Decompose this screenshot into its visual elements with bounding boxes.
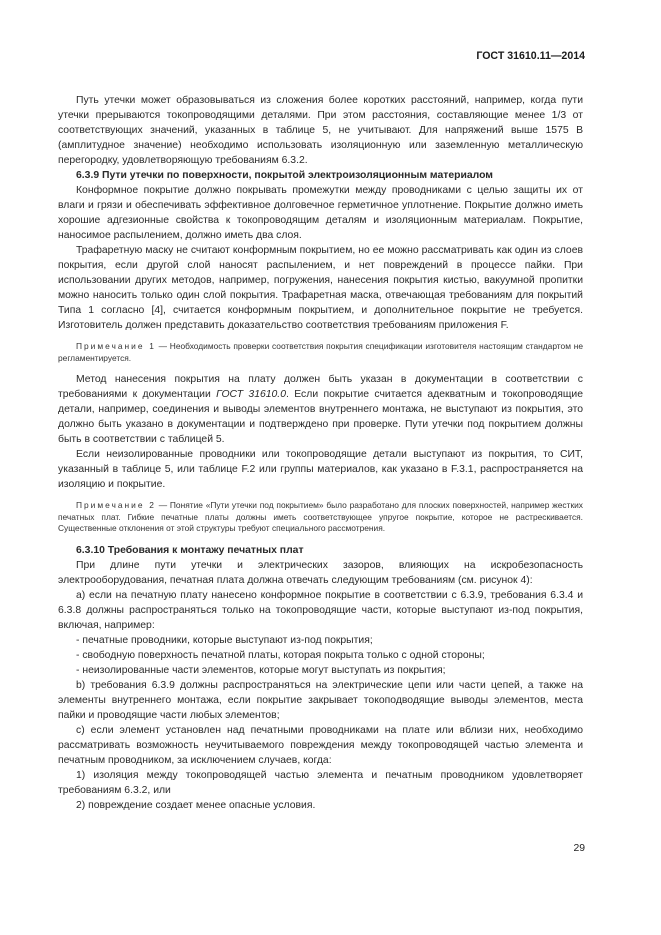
note-text: — Понятие «Пути утечки под покрытием» было разработано для плоских поверхностей, например жестких печатных плат. Гибкие печатные платы должны иметь соответствующее упругое покрытие, которое не растрескивается. Существенные отклонения от этой структуры требуют специального рассмотрения. (58, 500, 583, 533)
paragraph: Конформное покрытие должно покрывать промежутки между проводниками с целью защиты их от влаги и грязи и обеспечивать эффективное долговечное герметичное уплотнение. Покрытие должно иметь хорошие адгезионные свойства к токопроводящим деталям и изоляционным материалам. Покрытие, наносимое распылением, должно иметь два слоя. (58, 185, 583, 241)
document-body (58, 93, 583, 813)
standard-reference: ГОСТ 31610.0 (216, 389, 286, 400)
note-1 (58, 341, 583, 364)
list-item: - свободную поверхность печатной платы, которая покрыта только с одной стороны; (76, 649, 485, 661)
page-number: 29 (573, 843, 585, 854)
note-text: — Необходимость проверки соответствия покрытия спецификации изготовителя настоящим стандартом не регламентируется. (58, 341, 583, 363)
list-item: 2) повреждение создает менее опасные условия. (76, 799, 316, 811)
note-2 (58, 500, 583, 535)
paragraph (58, 372, 583, 447)
paragraph-text: . Если покрытие считается адекватным и токопроводящие детали, например, соединения и выводы элементов внутреннего монтажа, не выступают из покрытия, это должно быть указано в документации и подтверждено при проверке. Пути утечки под покрытием должны быть в соответствии с таблицей 5. (58, 389, 584, 445)
section-heading-6-3-10: 6.3.10 Требования к монтажу печатных плат (76, 544, 304, 556)
list-item: - печатные проводники, которые выступают из-под покрытия; (76, 634, 373, 646)
section-heading-6-3-9: 6.3.9 Пути утечки по поверхности, покрытой электроизоляционным материалом (76, 170, 493, 181)
note-label: Примечание 1 (76, 341, 156, 351)
list-item: b) требования 6.3.9 должны распространяться на электрические цепи или части цепей, а также на элементы внутреннего монтажа, если покрытие закрывает токоподводящие выводы элементов, места пайки и проводящие части любых элементов; (58, 679, 583, 721)
list-item: - неизолированные части элементов, которые могут выступать из покрытия; (76, 664, 446, 676)
paragraph: При длине пути утечки и электрических зазоров, влияющих на искробезопасность электрооборудования, печатная плата должна отвечать следующим требованиям (см. рисунок 4): (58, 559, 583, 586)
paragraph: Если неизолированные проводники или токопроводящие детали выступают из покрытия, то СИТ, указанный в таблице 5, или таблице F.2 или группы материалов, как указано в F.3.1, распространяется на изоляцию и покрытие. (58, 449, 583, 490)
page-header: ГОСТ 31610.11—2014 (476, 50, 585, 62)
note-label: Примечание 2 (76, 500, 156, 510)
paragraph: Трафаретную маску не считают конформным покрытием, но ее можно рассматривать как один из слоев покрытия, если другой слой наносят распылением, и нет повреждений в процессе пайки. При использовании других методов, например, погружения, нанесения покрытия кистью, вакуумной пропитки можно наносить только один слой покрытия. Трафаретная маска, отвечающая требованиям для покрытий Типа 1 согласно [4], считается конформным покрытием, и дополнительное покрытие не требуется. Изготовитель должен представить доказательство соответствия требованиям приложения F. (58, 245, 583, 331)
paragraph-text: Метод нанесения покрытия на плату должен быть указан в документации в соответствии с требованиями к документации (58, 374, 583, 400)
list-item: c) если элемент установлен над печатными проводниками на плате или вблизи них, необходимо рассматривать возможность неучитываемого повреждения между токопроводящей частью элемента и печатным проводником, за исключением случаев, когда: (58, 724, 583, 766)
list-item: 1) изоляция между токопроводящей частью элемента и печатным проводником удовлетворяет требованиям 6.3.2, или (58, 769, 583, 796)
paragraph: Путь утечки может образовываться из сложения более коротких расстояний, например, когда пути утечки прерываются токопроводящими деталями. При этом расстояния, составляющие менее 1/3 от соответствующих значений, указанных в таблице 5, не учитывают. Для напряжений выше 1575 В (амплитудное значение) необходимо использовать изоляционную или заземленную металлическую перегородку, удовлетворяющую требованиям 6.3.2. (58, 95, 583, 166)
list-item: а) если на печатную плату нанесено конформное покрытие в соответствии с 6.3.9, требования 6.3.4 и 6.3.8 должны распространяться только на токопроводящие части, которые выступают из-под покрытия, включая, например: (58, 589, 583, 631)
